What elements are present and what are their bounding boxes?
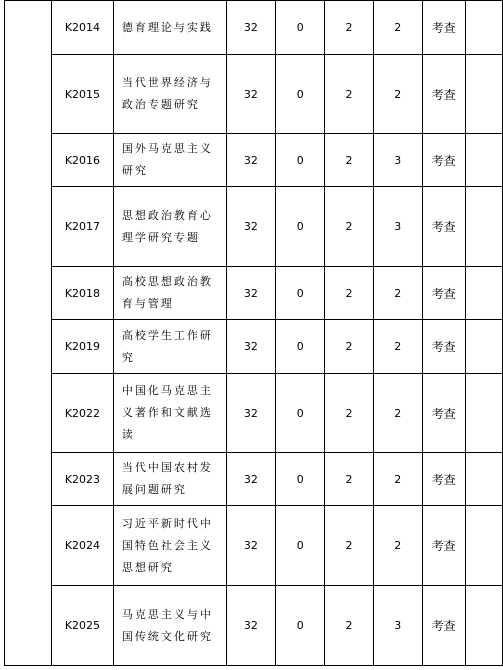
- course-hours: 32: [226, 267, 275, 320]
- course-name: [113, 320, 226, 374]
- course-assessment: 考查: [422, 55, 465, 134]
- course-table-body: [5, 1, 503, 666]
- course-name: [113, 134, 226, 187]
- course-credits: 2: [325, 187, 373, 267]
- course-hours: 32: [226, 1, 275, 55]
- empty-cell: [465, 506, 502, 586]
- empty-cell: [465, 267, 502, 320]
- course-name-text: 习近平新时代中国特色社会主义思想研究: [121, 516, 213, 574]
- course-semester: 2: [373, 267, 422, 320]
- course-semester: 2: [373, 55, 422, 134]
- course-assessment: 考查: [422, 267, 465, 320]
- course-name: [113, 1, 226, 55]
- course-semester: 3: [373, 187, 422, 267]
- course-col-a: 0: [276, 187, 325, 267]
- course-name-text: 高校思想政治教育与管理: [121, 275, 213, 310]
- course-credits: 2: [325, 1, 373, 55]
- course-name: [113, 187, 226, 267]
- course-table: [4, 0, 503, 666]
- course-semester: 2: [373, 320, 422, 374]
- course-col-a: 0: [276, 506, 325, 586]
- empty-cell: [465, 55, 502, 134]
- course-assessment: 考查: [422, 374, 465, 453]
- table-row: [5, 374, 503, 453]
- empty-cell: [465, 320, 502, 374]
- course-code: K2025: [51, 586, 113, 666]
- course-name: [113, 506, 226, 586]
- table-row: [5, 134, 503, 187]
- course-name: [113, 55, 226, 134]
- course-col-a: 0: [276, 374, 325, 453]
- course-name-text: 中国化马克思主义著作和文献选读: [121, 384, 213, 441]
- course-code: K2024: [51, 506, 113, 586]
- course-hours: 32: [226, 55, 275, 134]
- course-semester: 2: [373, 453, 422, 506]
- course-name: [113, 586, 226, 666]
- course-credits: 2: [325, 134, 373, 187]
- empty-cell: [465, 187, 502, 267]
- course-semester: 2: [373, 374, 422, 453]
- empty-cell: [465, 1, 502, 55]
- table-row: [5, 187, 503, 267]
- course-hours: 32: [226, 506, 275, 586]
- course-code: K2023: [51, 453, 113, 506]
- table-row: [5, 1, 503, 55]
- course-hours: 32: [226, 134, 275, 187]
- table-row: [5, 267, 503, 320]
- empty-cell: [465, 586, 502, 666]
- table-row: [5, 55, 503, 134]
- course-credits: 2: [325, 374, 373, 453]
- course-name-text: 马克思主义与中国传统文化研究: [121, 607, 213, 643]
- course-col-a: 0: [276, 134, 325, 187]
- course-hours: 32: [226, 586, 275, 666]
- course-name-text: 当代中国农村发展问题研究: [121, 461, 213, 496]
- course-hours: 32: [226, 187, 275, 267]
- course-code: K2019: [51, 320, 113, 374]
- course-col-a: 0: [276, 1, 325, 55]
- course-code: K2018: [51, 267, 113, 320]
- course-col-a: 0: [276, 586, 325, 666]
- course-name: [113, 267, 226, 320]
- course-credits: 2: [325, 506, 373, 586]
- course-col-a: 0: [276, 267, 325, 320]
- course-credits: 2: [325, 267, 373, 320]
- course-name: [113, 453, 226, 506]
- course-assessment: 考查: [422, 506, 465, 586]
- course-name: [113, 374, 226, 453]
- course-hours: 32: [226, 320, 275, 374]
- course-credits: 2: [325, 320, 373, 374]
- category-cell: [5, 1, 52, 666]
- course-col-a: 0: [276, 453, 325, 506]
- course-assessment: 考查: [422, 320, 465, 374]
- course-name-text: 德育理论与实践: [121, 20, 213, 34]
- empty-cell: [465, 453, 502, 506]
- table-row: [5, 320, 503, 374]
- course-assessment: 考查: [422, 134, 465, 187]
- course-assessment: 考查: [422, 1, 465, 55]
- table-row: [5, 586, 503, 666]
- course-hours: 32: [226, 453, 275, 506]
- table-row: [5, 453, 503, 506]
- empty-cell: [465, 374, 502, 453]
- course-code: K2015: [51, 55, 113, 134]
- course-credits: 2: [325, 453, 373, 506]
- course-col-a: 0: [276, 55, 325, 134]
- course-name-text: 当代世界经济与政治专题研究: [121, 76, 213, 111]
- course-semester: 3: [373, 134, 422, 187]
- course-hours: 32: [226, 374, 275, 453]
- course-assessment: 考查: [422, 453, 465, 506]
- course-code: K2017: [51, 187, 113, 267]
- course-code: K2022: [51, 374, 113, 453]
- course-assessment: 考查: [422, 187, 465, 267]
- course-semester: 2: [373, 506, 422, 586]
- course-credits: 2: [325, 586, 373, 666]
- course-semester: 2: [373, 1, 422, 55]
- course-col-a: 0: [276, 320, 325, 374]
- course-credits: 2: [325, 55, 373, 134]
- course-name-text: 思想政治教育心理学研究专题: [121, 208, 213, 244]
- course-semester: 3: [373, 586, 422, 666]
- course-code: K2016: [51, 134, 113, 187]
- course-name-text: 国外马克思主义研究: [121, 142, 213, 177]
- course-name-text: 高校学生工作研究: [121, 328, 213, 364]
- course-code: K2014: [51, 1, 113, 55]
- course-assessment: 考查: [422, 586, 465, 666]
- empty-cell: [465, 134, 502, 187]
- table-row: [5, 506, 503, 586]
